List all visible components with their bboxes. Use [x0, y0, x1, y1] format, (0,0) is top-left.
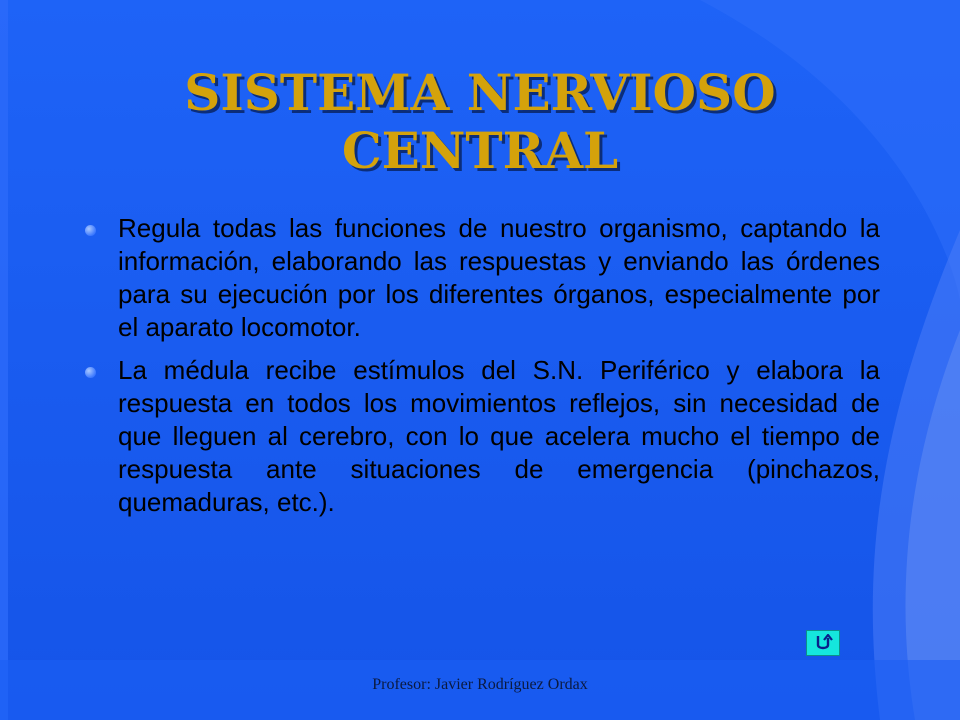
bullet-text: Regula todas las funciones de nuestro organismo, captando la información, elaborando las respuestas y enviando las órdenes para su ejecución por los diferentes órganos, especialmente por el aparato locomotor.	[118, 213, 880, 342]
bullet-icon	[85, 367, 96, 378]
bullet-text: La médula recibe estímulos del S.N. Periférico y elabora la respuesta en todos los movimientos reflejos, sin necesidad de que lleguen al cerebro, con lo que acelera mucho el tiempo de respuesta ante situaciones de emergencia (pinchazos, quemaduras, etc.).	[118, 355, 880, 517]
bullet-icon	[85, 225, 96, 236]
slide-title: SISTEMA NERVIOSO CENTRAL	[184, 63, 776, 180]
bullet-item	[80, 354, 880, 519]
return-button[interactable]	[806, 630, 840, 656]
bullet-list	[80, 212, 880, 529]
bullet-item	[80, 212, 880, 344]
footer-author: Profesor: Javier Rodríguez Ordax	[372, 676, 588, 693]
return-arrow-icon	[813, 634, 833, 652]
